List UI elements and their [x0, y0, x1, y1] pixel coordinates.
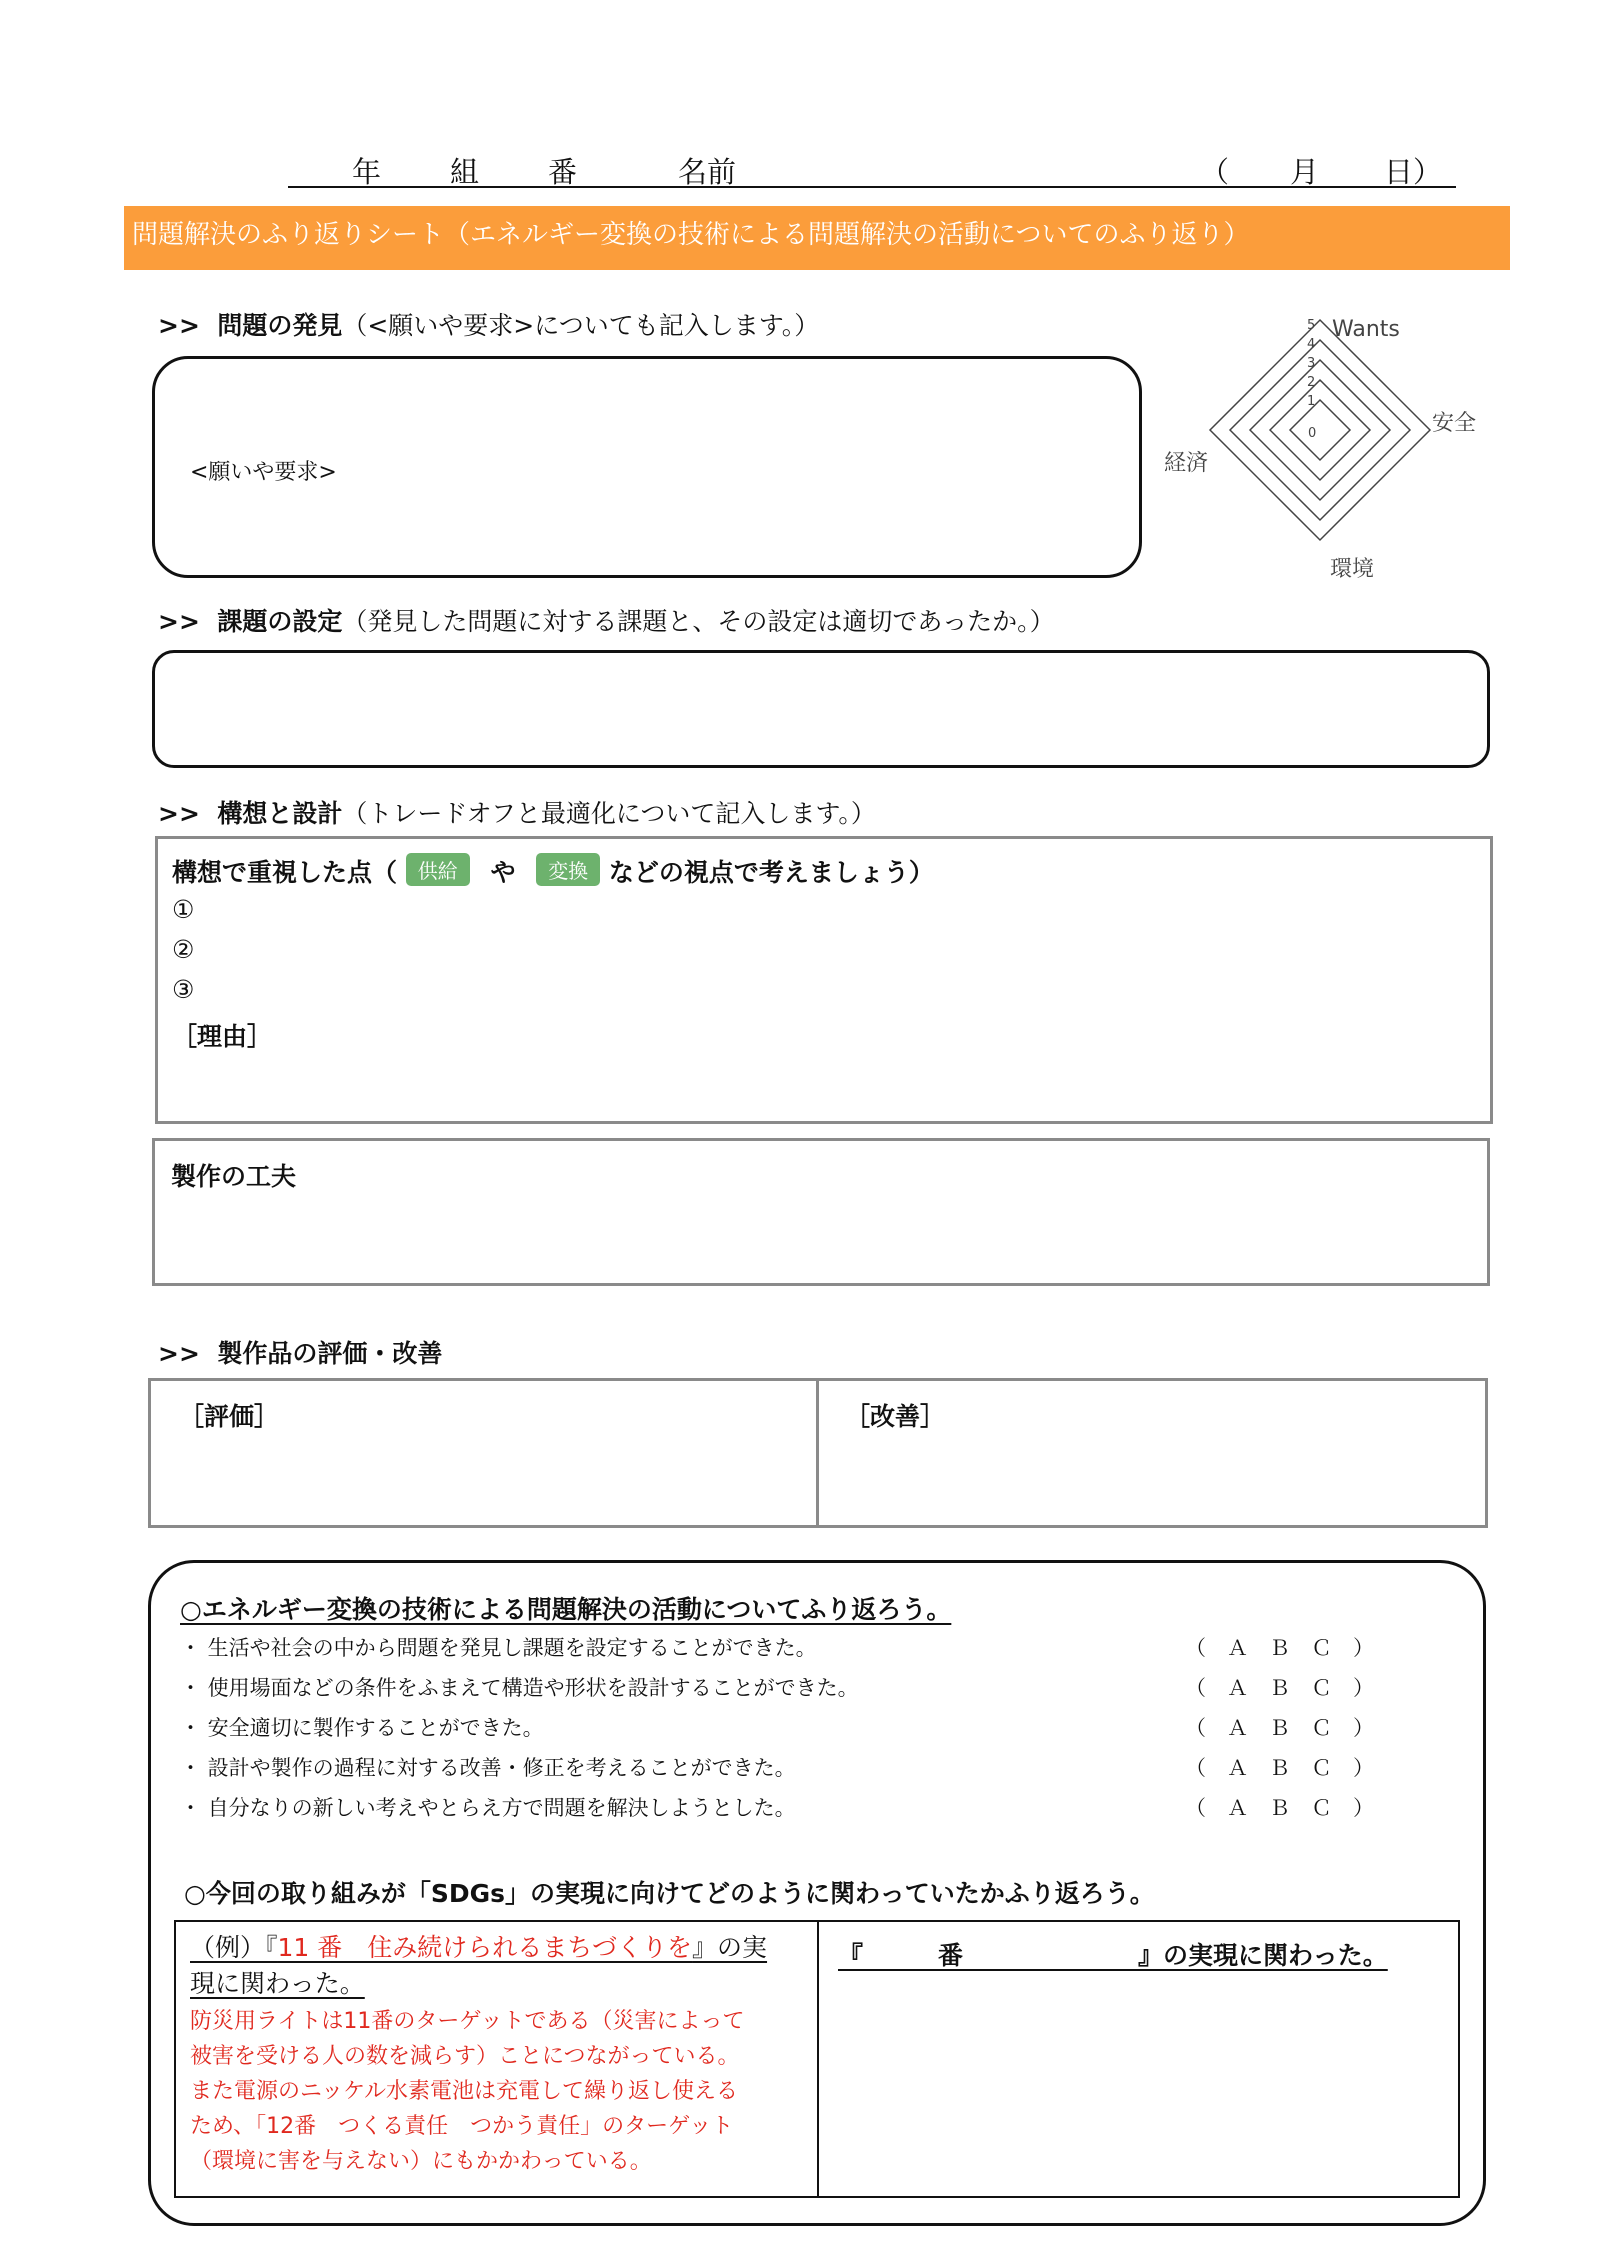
focus-points-line [172, 853, 934, 889]
example-text-3: また電源のニッケル水素電池は充電して繰り返し使える [190, 2079, 739, 2104]
radar-chart [1150, 300, 1480, 600]
number-label: 番 [548, 155, 578, 189]
reflection-item-3: ・ 安全適切に製作することができた。 [180, 1716, 544, 1740]
heading-marker: >> [158, 1339, 200, 1368]
heading-note: （<願いや要求>についても記入します。） [342, 311, 820, 340]
heading-text: 構想と設計 [217, 799, 343, 828]
evaluation-heading [158, 1334, 442, 1370]
design-box[interactable] [155, 836, 1493, 1124]
grade-selector-2[interactable]: （ Ａ Ｂ Ｃ ） [1185, 1676, 1374, 1700]
example-text-2: 被害を受ける人の数を減らす）ことにつながっている。 [190, 2044, 740, 2069]
name-label: 名前 [678, 155, 737, 189]
heading-marker: >> [158, 799, 200, 828]
month-label: 月 [1290, 155, 1320, 189]
sdgs-title: ○今回の取り組みが「SDGs」の実現に向けてどのように関わっていたかふり返ろう。 [184, 1879, 1155, 1908]
focus-label: 構想で重視した点（ [172, 858, 398, 887]
radar-scale-5: 5 [1307, 318, 1316, 333]
header-underline [288, 186, 1456, 188]
day-label: 日） [1384, 155, 1443, 189]
radar-scale-2: 2 [1307, 375, 1316, 390]
focus-tail: などの視点で考えましょう） [608, 858, 934, 887]
improvement-label[interactable]: ［改善］ [845, 1402, 946, 1431]
year-label: 年 [352, 155, 382, 189]
wishes-label: <願いや要求> [190, 460, 337, 485]
heading-text: 課題の設定 [217, 607, 343, 636]
class-label: 組 [450, 155, 480, 189]
grade-selector-3[interactable]: （ Ａ Ｂ Ｃ ） [1185, 1716, 1374, 1740]
radar-scale-3: 3 [1307, 356, 1316, 371]
grade-selector-1[interactable]: （ Ａ Ｂ Ｃ ） [1185, 1636, 1374, 1660]
tag-supply: 供給 [406, 853, 470, 886]
grade-selector-5[interactable]: （ Ａ Ｂ Ｃ ） [1185, 1796, 1374, 1820]
reflection-item-4: ・ 設計や製作の過程に対する改善・修正を考えることができた。 [180, 1756, 796, 1780]
tag-conversion: 変換 [536, 853, 600, 886]
radar-label-environment: 環境 [1330, 557, 1375, 582]
discovery-box[interactable] [152, 356, 1142, 578]
heading-marker: >> [158, 311, 200, 340]
craft-box[interactable] [152, 1138, 1490, 1286]
example-text-5: （環境に害を与えない）にもかかわっている。 [190, 2149, 652, 2174]
design-heading [158, 794, 876, 830]
radar-ring-5 [1210, 320, 1430, 540]
example-suffix: 』の実 [692, 1933, 768, 1962]
sdgs-table [174, 1920, 1460, 2198]
radar-scale-4: 4 [1307, 337, 1316, 352]
craft-label: 製作の工夫 [171, 1162, 297, 1191]
reason-label: ［理由］ [172, 1022, 273, 1051]
radar-label-safety: 安全 [1432, 411, 1477, 436]
sdgs-example-heading [190, 1928, 767, 1964]
heading-marker: >> [158, 607, 200, 636]
reflection-item-1: ・ 生活や社会の中から問題を発見し課題を設定することができた。 [180, 1636, 817, 1660]
heading-note: （トレードオフと最適化について記入します。） [342, 799, 876, 828]
reflection-item-2: ・ 使用場面などの条件をふまえて構造や形状を設計することができた。 [180, 1676, 859, 1700]
focus-item-3: ③ [172, 975, 195, 1004]
radar-ring-4 [1230, 340, 1410, 520]
radar-scale-0: 0 [1308, 426, 1317, 441]
sdgs-table-divider [817, 1922, 819, 2196]
task-heading [158, 602, 1055, 638]
radar-label-economy: 経済 [1164, 451, 1209, 476]
banner-title: 問題解決のふり返りシート（エネルギー変換の技術による問題解決の活動についてのふり返り） [132, 220, 1250, 250]
radar-ring-1 [1290, 400, 1350, 460]
focus-item-1: ① [172, 895, 195, 924]
example-prefix: （例）『 [190, 1933, 278, 1962]
focus-item-2: ② [172, 935, 195, 964]
discovery-heading [158, 306, 819, 342]
radar-label-wants: Wants [1332, 317, 1400, 342]
heading-text: 製作品の評価・改善 [217, 1339, 443, 1368]
sdgs-answer-line[interactable]: 『 番 』の実現に関わった。 [838, 1941, 1388, 1970]
heading-text: 問題の発見 [217, 311, 343, 340]
date-open-paren: （ [1200, 155, 1230, 189]
heading-note: （発見した問題に対する課題と、その設定は適切であったか。） [342, 607, 1055, 636]
example-text-1: 防災用ライトは11番のターゲットである（災害によって [190, 2009, 745, 2034]
connector-text: や [490, 858, 516, 887]
grade-selector-4[interactable]: （ Ａ Ｂ Ｃ ） [1185, 1756, 1374, 1780]
radar-scale-1: 1 [1307, 394, 1316, 409]
evaluation-divider [816, 1381, 819, 1525]
evaluation-box [148, 1378, 1488, 1528]
reflection-item-5: ・ 自分なりの新しい考えやとらえ方で問題を解決しようとした。 [180, 1796, 796, 1820]
example-goal: 11 番 住み続けられるまちづくりを [277, 1933, 693, 1962]
task-box[interactable] [152, 650, 1490, 768]
example-line-2: 現に関わった。 [190, 1969, 365, 1998]
example-text-4: ため、「12番 つくる責任 つかう責任」のターゲット [190, 2114, 734, 2139]
reflection-title: ○エネルギー変換の技術による問題解決の活動についてふり返ろう。 [180, 1595, 952, 1624]
evaluation-label[interactable]: ［評価］ [179, 1402, 280, 1431]
title-banner [124, 206, 1510, 270]
